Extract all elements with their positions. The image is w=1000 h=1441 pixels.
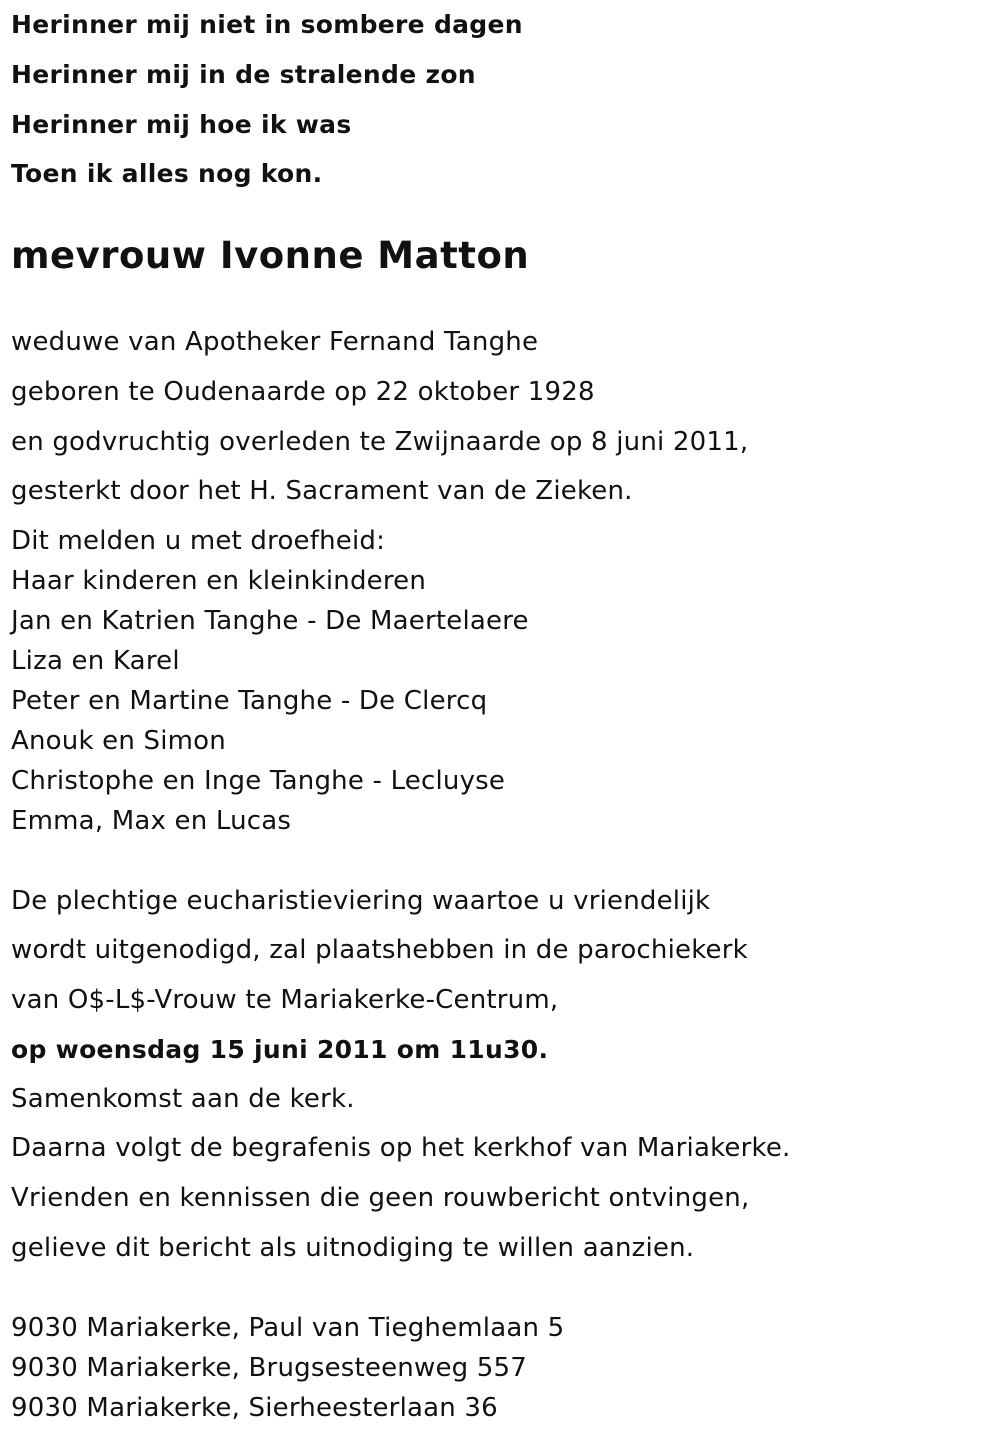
after-line: Samenkomst aan de kerk. bbox=[11, 1084, 355, 1114]
family-intro: Dit melden u met droefheid: bbox=[11, 526, 386, 556]
ceremony-line: van O$-L$-Vrouw te Mariakerke-Centrum, bbox=[11, 985, 559, 1015]
after-line: Daarna volgt de begrafenis op het kerkhof van Mariakerke. bbox=[11, 1133, 791, 1163]
family-line: Haar kinderen en kleinkinderen bbox=[11, 566, 427, 596]
ceremony-line: wordt uitgenodigd, zal plaatshebben in de parochiekerk bbox=[11, 935, 748, 965]
address-line: 9030 Mariakerke, Brugsesteenweg 557 bbox=[11, 1353, 528, 1383]
deceased-name: mevrouw Ivonne Matton bbox=[11, 234, 530, 277]
address-line: 9030 Mariakerke, Sierheesterlaan 36 bbox=[11, 1393, 498, 1423]
detail-line: weduwe van Apotheker Fernand Tanghe bbox=[11, 327, 539, 357]
family-line: Peter en Martine Tanghe - De Clercq bbox=[11, 686, 488, 716]
family-line: Emma, Max en Lucas bbox=[11, 806, 292, 836]
detail-line: en godvruchtig overleden te Zwijnaarde op 8 juni 2011, bbox=[11, 427, 749, 457]
family-line: Christophe en Inge Tanghe - Lecluyse bbox=[11, 766, 506, 796]
ceremony-line: De plechtige eucharistieviering waartoe u vriendelijk bbox=[11, 886, 711, 916]
poem-line: Herinner mij hoe ik was bbox=[11, 110, 352, 139]
address-line: 9030 Mariakerke, Paul van Tieghemlaan 5 bbox=[11, 1313, 565, 1343]
family-line: Anouk en Simon bbox=[11, 726, 226, 756]
family-line: Liza en Karel bbox=[11, 646, 180, 676]
detail-line: gesterkt door het H. Sacrament van de Zieken. bbox=[11, 476, 633, 506]
poem-line: Toen ik alles nog kon. bbox=[11, 159, 323, 188]
ceremony-date: op woensdag 15 juni 2011 om 11u30. bbox=[11, 1035, 549, 1064]
poem-line: Herinner mij niet in sombere dagen bbox=[11, 10, 523, 39]
detail-line: geboren te Oudenaarde op 22 oktober 1928 bbox=[11, 377, 595, 407]
family-line: Jan en Katrien Tanghe - De Maertelaere bbox=[11, 606, 529, 636]
after-line: Vrienden en kennissen die geen rouwbericht ontvingen, bbox=[11, 1183, 750, 1213]
poem-line: Herinner mij in de stralende zon bbox=[11, 60, 476, 89]
after-line: gelieve dit bericht als uitnodiging te willen aanzien. bbox=[11, 1233, 695, 1263]
